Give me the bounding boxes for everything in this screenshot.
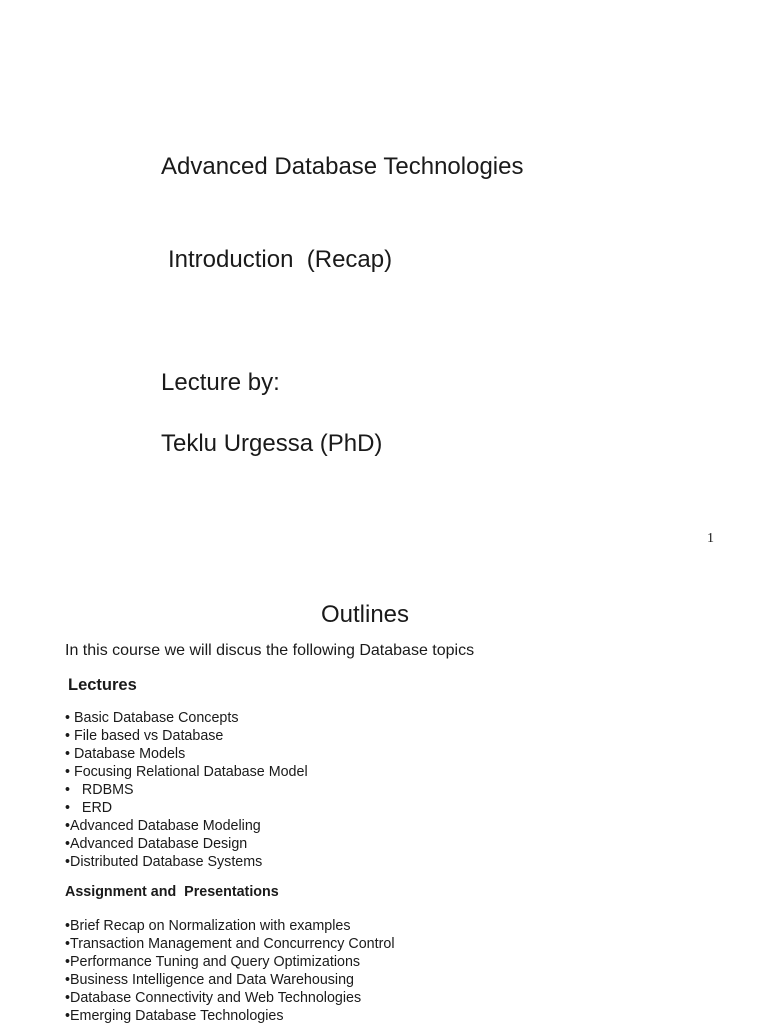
assignment-heading: Assignment and Presentations	[65, 884, 279, 900]
author-name: Teklu Urgessa (PhD)	[161, 430, 383, 457]
list-item: • RDBMS	[65, 782, 134, 798]
list-item: • Focusing Relational Database Model	[65, 764, 308, 780]
page-number: 1	[707, 531, 714, 546]
list-item: •Brief Recap on Normalization with examples	[65, 918, 351, 934]
slide-subtitle: Introduction (Recap)	[168, 246, 393, 273]
list-item: • Basic Database Concepts	[65, 710, 239, 726]
outlines-title: Outlines	[320, 601, 410, 628]
lectures-heading: Lectures	[68, 676, 137, 694]
list-item: • ERD	[65, 800, 113, 816]
intro-text: In this course we will discus the following Database topics	[65, 642, 475, 659]
list-item: •Emerging Database Technologies	[65, 1008, 284, 1024]
lecture-list	[65, 709, 308, 871]
list-item: • File based vs Database	[65, 728, 224, 744]
slide-title: Advanced Database Technologies	[161, 153, 524, 180]
list-item: •Database Connectivity and Web Technologies	[65, 990, 362, 1006]
list-item: •Performance Tuning and Query Optimizations	[65, 954, 361, 970]
list-item: •Distributed Database Systems	[65, 854, 263, 870]
assignment-list	[65, 917, 395, 1025]
list-item: • Database Models	[65, 746, 186, 762]
list-item: •Advanced Database Design	[65, 836, 248, 852]
list-item: •Advanced Database Modeling	[65, 818, 261, 834]
lecture-by-label: Lecture by:	[161, 369, 280, 396]
list-item: •Business Intelligence and Data Warehousing	[65, 972, 354, 988]
list-item: •Transaction Management and Concurrency Control	[65, 936, 395, 952]
